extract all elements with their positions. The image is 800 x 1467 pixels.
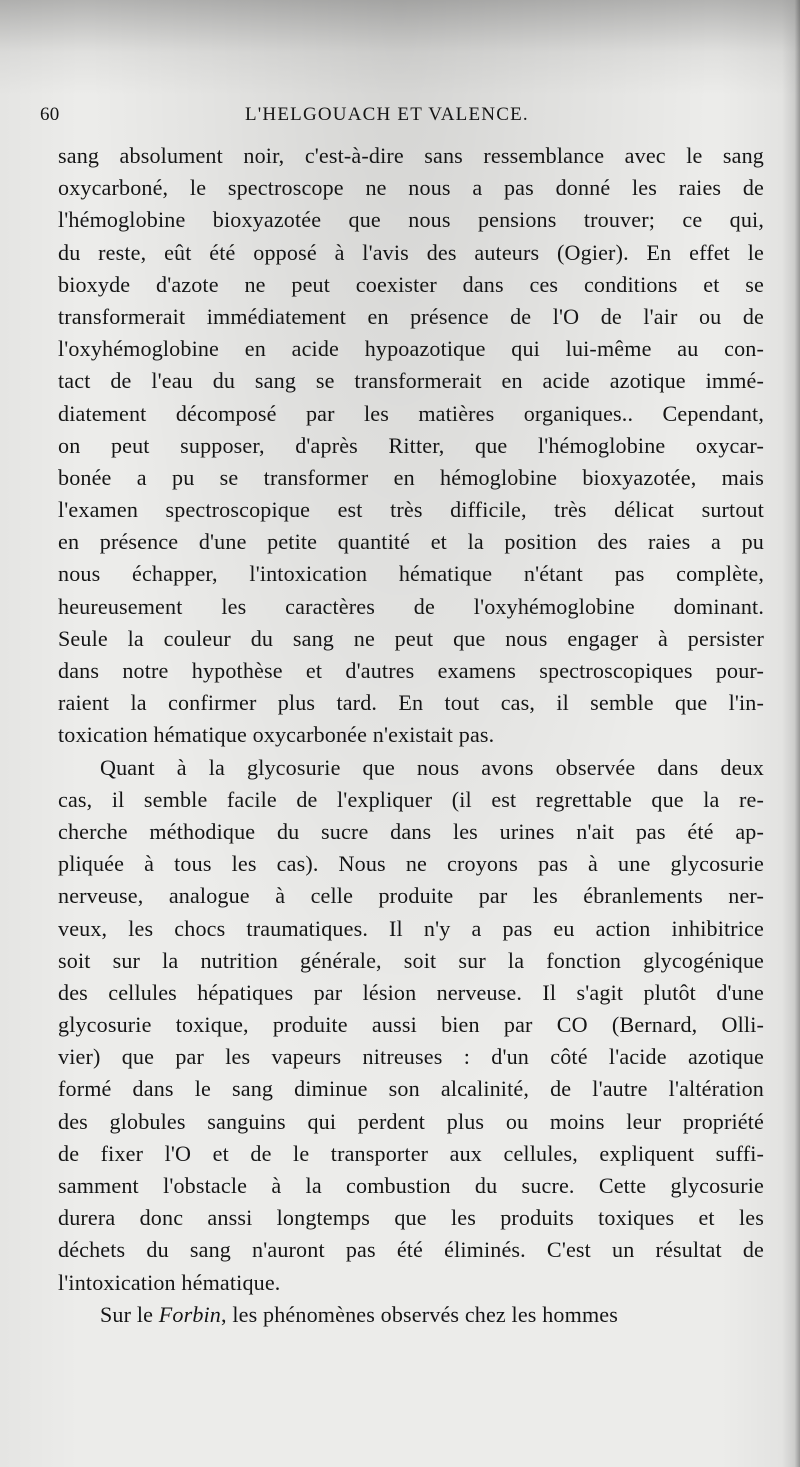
text-line: l'hémoglobine bioxyazotée que nous pensions trouver; ce qui, bbox=[58, 207, 764, 233]
text-line: cas, il semble facile de l'expliquer (il est regrettable que la re- bbox=[58, 786, 764, 812]
text-line: de fixer l'O et de le transporter aux cellules, expliquent suffi- bbox=[58, 1140, 764, 1166]
text-line: sang absolument noir, c'est-à-dire sans ressemblance avec le sang bbox=[58, 143, 764, 168]
text-line: diatement décomposé par les matières organiques.. Cependant, bbox=[58, 400, 764, 426]
text-line: nerveuse, analogue à celle produite par les ébranlements ner- bbox=[58, 883, 764, 909]
line-prefix: Sur le bbox=[100, 1301, 159, 1327]
text-line: cherche méthodique du sucre dans les urines n'ait pas été ap- bbox=[58, 818, 764, 844]
scan-edge-right bbox=[782, 0, 800, 1467]
page-number: 60 bbox=[40, 104, 60, 125]
page-header bbox=[40, 104, 760, 132]
running-title: L'HELGOUACH ET VALENCE. bbox=[245, 104, 529, 125]
ship-name: Forbin bbox=[158, 1301, 222, 1327]
text-line: raient la confirmer plus tard. En tout cas, il semble que l'in- bbox=[58, 690, 764, 716]
scan-shadow-top bbox=[0, 0, 800, 95]
text-line: Seule la couleur du sang ne peut que nous engager à persister bbox=[58, 625, 764, 651]
text-line: samment l'obstacle à la combustion du sucre. Cette glycosurie bbox=[58, 1173, 764, 1198]
text-line: tact de l'eau du sang se transformerait en acide azotique immé- bbox=[58, 368, 764, 394]
text-line: bioxyde d'azote ne peut coexister dans ces conditions et se bbox=[58, 271, 764, 297]
text-line: on peut supposer, d'après Ritter, que l'hémoglobine oxycar- bbox=[58, 432, 764, 458]
text-line: transformerait immédiatement en présence de l'O de l'air ou de bbox=[58, 303, 764, 329]
paragraph-end-line: toxication hématique oxycarbonée n'existait pas. bbox=[58, 722, 495, 748]
paragraph-start-line bbox=[58, 1299, 764, 1331]
text-line: bonée a pu se transformer en hémoglobine bioxyazotée, mais bbox=[58, 464, 764, 490]
text-line: formé dans le sang diminue son alcalinité, de l'autre l'altération bbox=[58, 1076, 764, 1102]
text-line: déchets du sang n'auront pas été éliminés. C'est un résultat de bbox=[58, 1237, 764, 1263]
paragraph-start-line: Quant à la glycosurie que nous avons observée dans deux bbox=[100, 754, 764, 780]
body-text bbox=[58, 140, 764, 1331]
text-line: pliquée à tous les cas). Nous ne croyons pas à une glycosurie bbox=[58, 851, 764, 877]
text-line: des globules sanguins qui perdent plus ou moins leur propriété bbox=[58, 1108, 764, 1134]
text-line: des cellules hépatiques par lésion nerveuse. Il s'agit plutôt d'une bbox=[58, 979, 764, 1005]
text-line: durera donc anssi longtemps que les produits toxiques et les bbox=[58, 1205, 764, 1231]
text-line: vier) que par les vapeurs nitreuses : d'un côté l'acide azotique bbox=[58, 1044, 764, 1070]
text-line: l'oxyhémoglobine en acide hypoazotique qui lui-même au con- bbox=[58, 336, 764, 362]
text-line: veux, les chocs traumatiques. Il n'y a pas eu action inhibitrice bbox=[58, 915, 764, 941]
line-suffix: , les phénomènes observés chez les hommes bbox=[221, 1301, 618, 1327]
text-line: nous échapper, l'intoxication hématique n'étant pas complète, bbox=[58, 561, 764, 587]
text-line: l'examen spectroscopique est très difficile, très délicat surtout bbox=[58, 497, 764, 523]
text-line: glycosurie toxique, produite aussi bien par CO (Bernard, Olli- bbox=[58, 1012, 764, 1038]
text-line: du reste, eût été opposé à l'avis des auteurs (Ogier). En effet le bbox=[58, 239, 764, 265]
paragraph-end-line: l'intoxication hématique. bbox=[58, 1269, 281, 1295]
text-line: soit sur la nutrition générale, soit sur la fonction glycogénique bbox=[58, 947, 764, 973]
text-line: heureusement les caractères de l'oxyhémoglobine dominant. bbox=[58, 593, 764, 619]
text-line: dans notre hypothèse et d'autres examens spectroscopiques pour- bbox=[58, 658, 764, 683]
text-line: en présence d'une petite quantité et la position des raies a pu bbox=[58, 529, 764, 555]
text-line: oxycarboné, le spectroscope ne nous a pas donné les raies de bbox=[58, 175, 764, 201]
